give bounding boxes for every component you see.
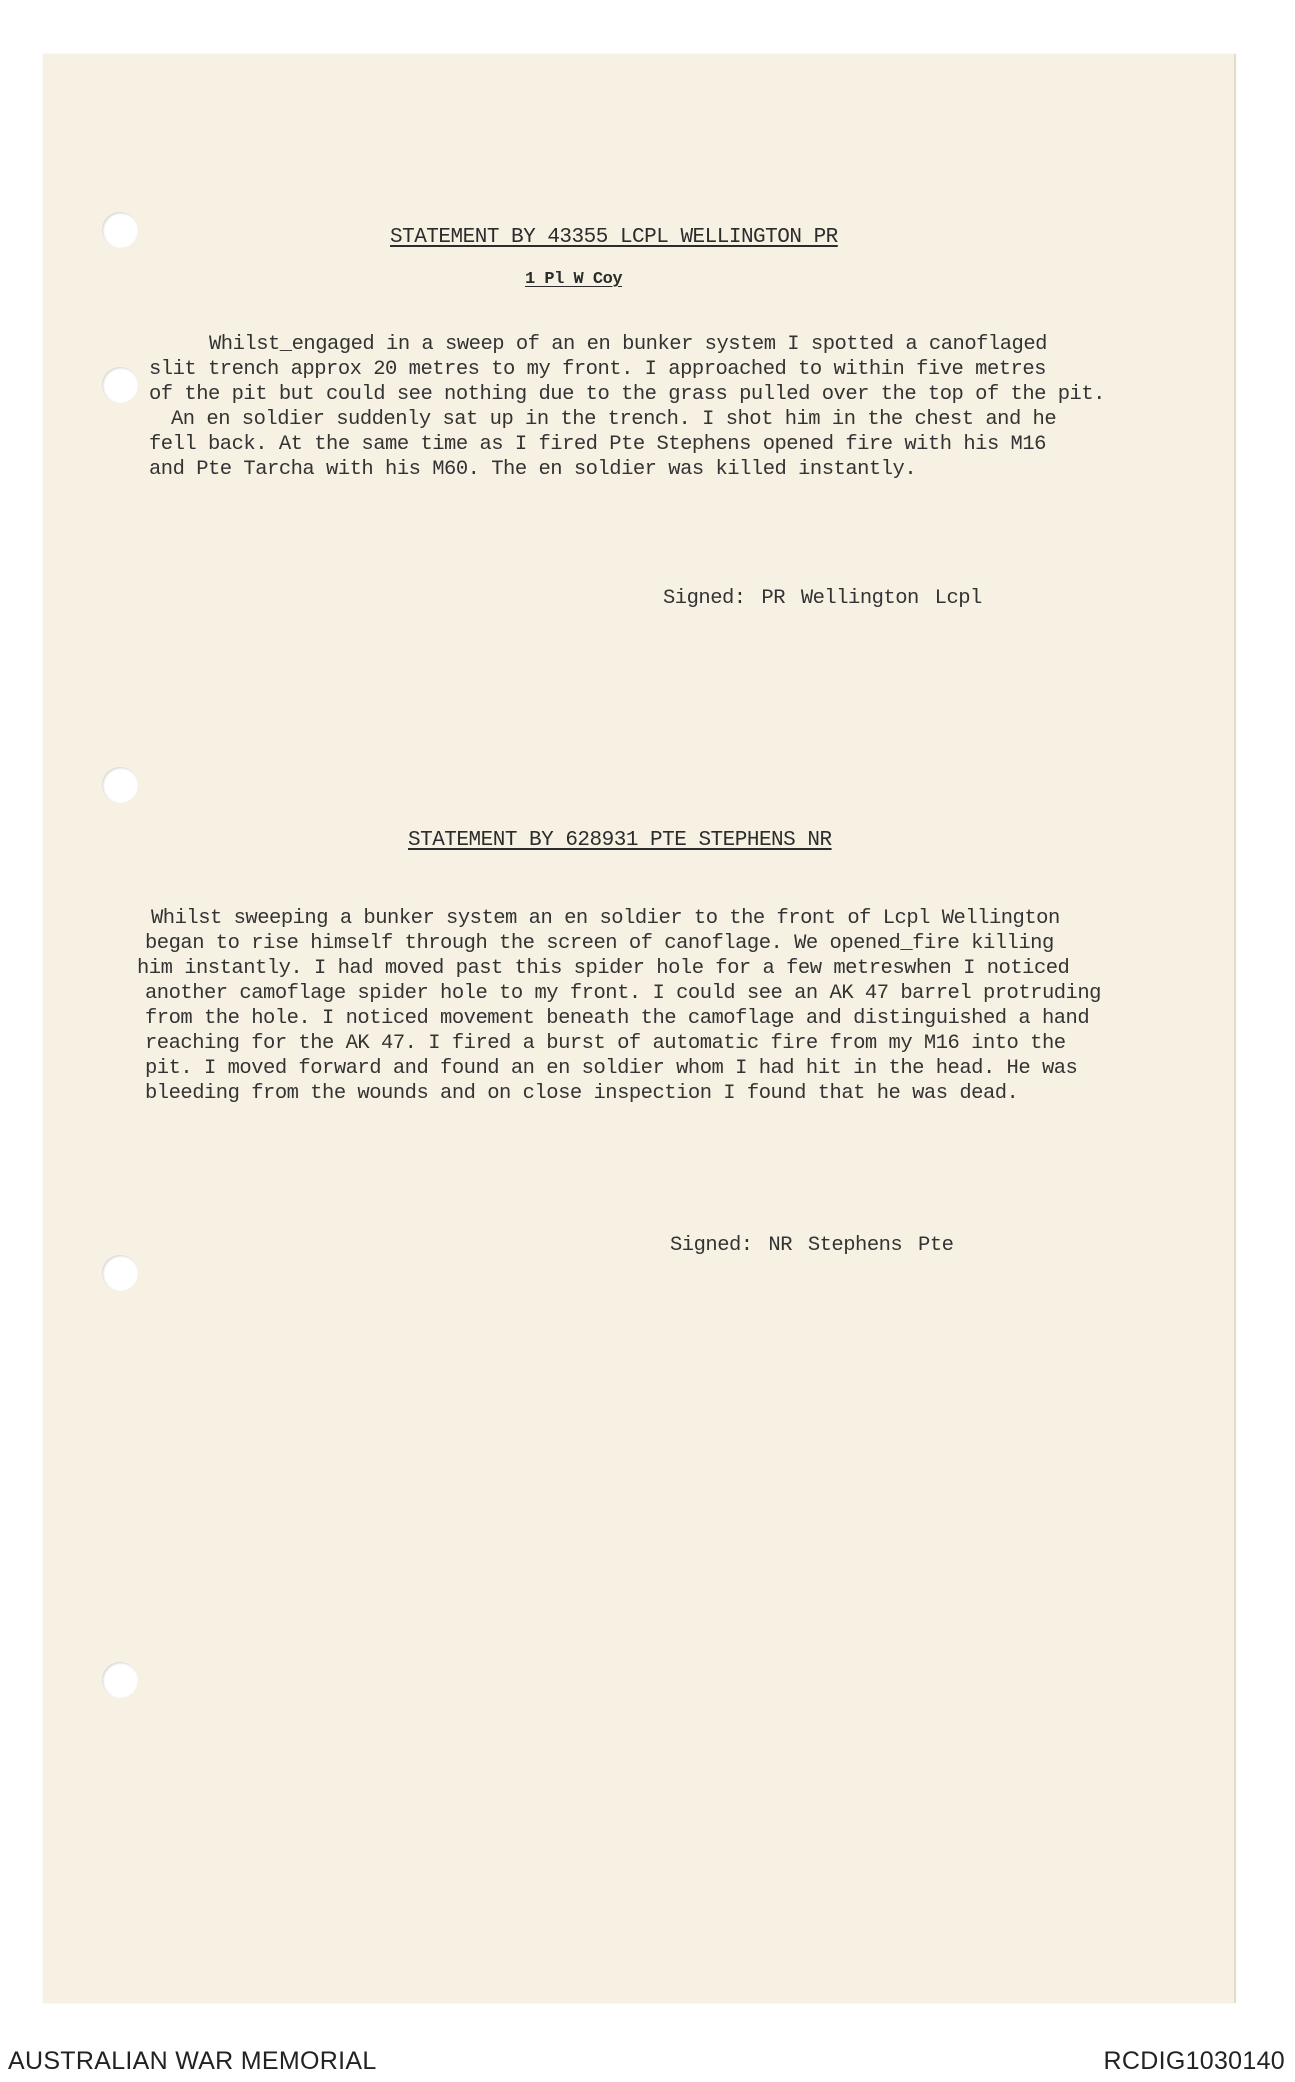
- statement-2-line: from the hole. I noticed movement beneath the camoflage and distinguished a hand: [145, 1007, 1090, 1030]
- statement-2-line: reaching for the AK 47. I fired a burst of automatic fire from my M16 into the: [145, 1032, 1066, 1055]
- punch-hole: [102, 367, 138, 403]
- statement-2-line: another camoflage spider hole to my front. I could see an AK 47 barrel protruding: [145, 982, 1101, 1005]
- statement-2-line: bleeding from the wounds and on close inspection I found that he was dead.: [145, 1082, 1019, 1105]
- statement-2-line: him instantly. I had moved past this spider hole for a few metreswhen I noticed: [137, 957, 1070, 980]
- footer-source: AUSTRALIAN WAR MEMORIAL: [8, 2047, 377, 2075]
- footer-record-id: RCDIG1030140: [1103, 2047, 1285, 2075]
- statement-2-signature: Signed: NR Stephens Pte: [670, 1234, 954, 1257]
- statement-2-body: [137, 906, 1101, 1106]
- statement-1-line: An en soldier suddenly sat up in the trench. I shot him in the chest and he: [171, 408, 1057, 431]
- statement-1-signature: Signed: PR Wellington Lcpl: [663, 587, 982, 610]
- statement-2-title: STATEMENT BY 628931 PTE STEPHENS NR: [408, 829, 832, 852]
- statement-1-title: STATEMENT BY 43355 LCPL WELLINGTON PR: [390, 226, 838, 249]
- punch-hole: [102, 767, 138, 803]
- statement-1-body: [149, 332, 1105, 482]
- punch-hole: [102, 1662, 138, 1698]
- punch-hole: [102, 212, 138, 248]
- statement-2-line: began to rise himself through the screen of canoflage. We opened_fire killing: [145, 932, 1054, 955]
- statement-1-line: Whilst_engaged in a sweep of an en bunker system I spotted a canoflaged: [209, 333, 1047, 356]
- statement-1-subtitle: 1 Pl W Coy: [525, 270, 623, 289]
- statement-1-line: of the pit but could see nothing due to the grass pulled over the top of the pit.: [149, 383, 1105, 406]
- statement-2-line: Whilst sweeping a bunker system an en soldier to the front of Lcpl Wellington: [151, 907, 1060, 930]
- statement-1-line: fell back. At the same time as I fired Pte Stephens opened fire with his M16: [149, 433, 1046, 456]
- statement-2-line: pit. I moved forward and found an en soldier whom I had hit in the head. He was: [145, 1057, 1078, 1080]
- document-page: [43, 54, 1236, 2003]
- punch-hole: [102, 1255, 138, 1291]
- statement-1-line: slit trench approx 20 metres to my front. I approached to within five metres: [149, 358, 1046, 381]
- statement-1-line: and Pte Tarcha with his M60. The en soldier was killed instantly.: [149, 458, 917, 481]
